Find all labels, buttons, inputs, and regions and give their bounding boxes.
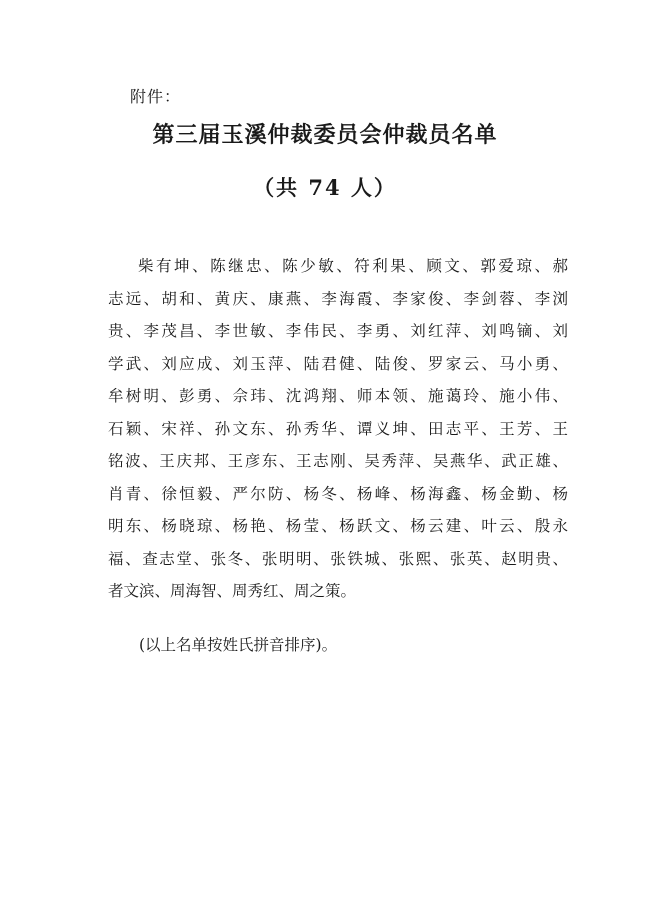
name-list-line: 贵、李茂昌、李世敏、李伟民、李勇、刘红萍、刘鸣镝、刘: [108, 322, 568, 340]
name-list-line: 福、查志堂、张冬、张明明、张铁城、张熙、张英、赵明贵、: [108, 549, 568, 568]
sorting-note: (以上名单按姓氏拼音排序)。: [139, 636, 338, 654]
document-title: 第三届玉溪仲裁委员会仲裁员名单: [152, 122, 498, 148]
name-list-line: 肖青、徐恒毅、严尔防、杨冬、杨峰、杨海鑫、杨金勤、杨: [108, 484, 568, 503]
name-list-line: 石颖、宋祥、孙文东、孙秀华、谭义坤、田志平、王芳、王: [108, 419, 568, 438]
name-list-line: 牟树明、彭勇、佘玮、沈鸿翔、师本领、施蔼玲、施小伟、: [108, 387, 568, 405]
name-list-line: 志远、胡和、黄庆、康燕、李海霞、李家俊、李剑蓉、李浏: [108, 289, 568, 308]
name-list-line: 学武、刘应成、刘玉萍、陆君健、陆俊、罗家云、马小勇、: [108, 354, 568, 373]
name-list-line: 者文滨、周海智、周秀红、周之策。: [108, 582, 357, 600]
arbitrator-name-list: [108, 250, 568, 608]
name-list-line: 柴有坤、陈继忠、陈少敏、符利果、顾文、郭爱琼、郝: [138, 257, 568, 275]
attachment-label: 附件：: [130, 87, 182, 106]
name-list-line: 明东、杨晓琼、杨艳、杨莹、杨跃文、杨云建、叶云、殷永: [108, 517, 568, 535]
name-list-line: 铭波、王庆邦、王彦东、王志刚、吴秀萍、吴燕华、武正雄、: [108, 452, 568, 470]
member-count: （共 74 人）: [253, 175, 397, 200]
